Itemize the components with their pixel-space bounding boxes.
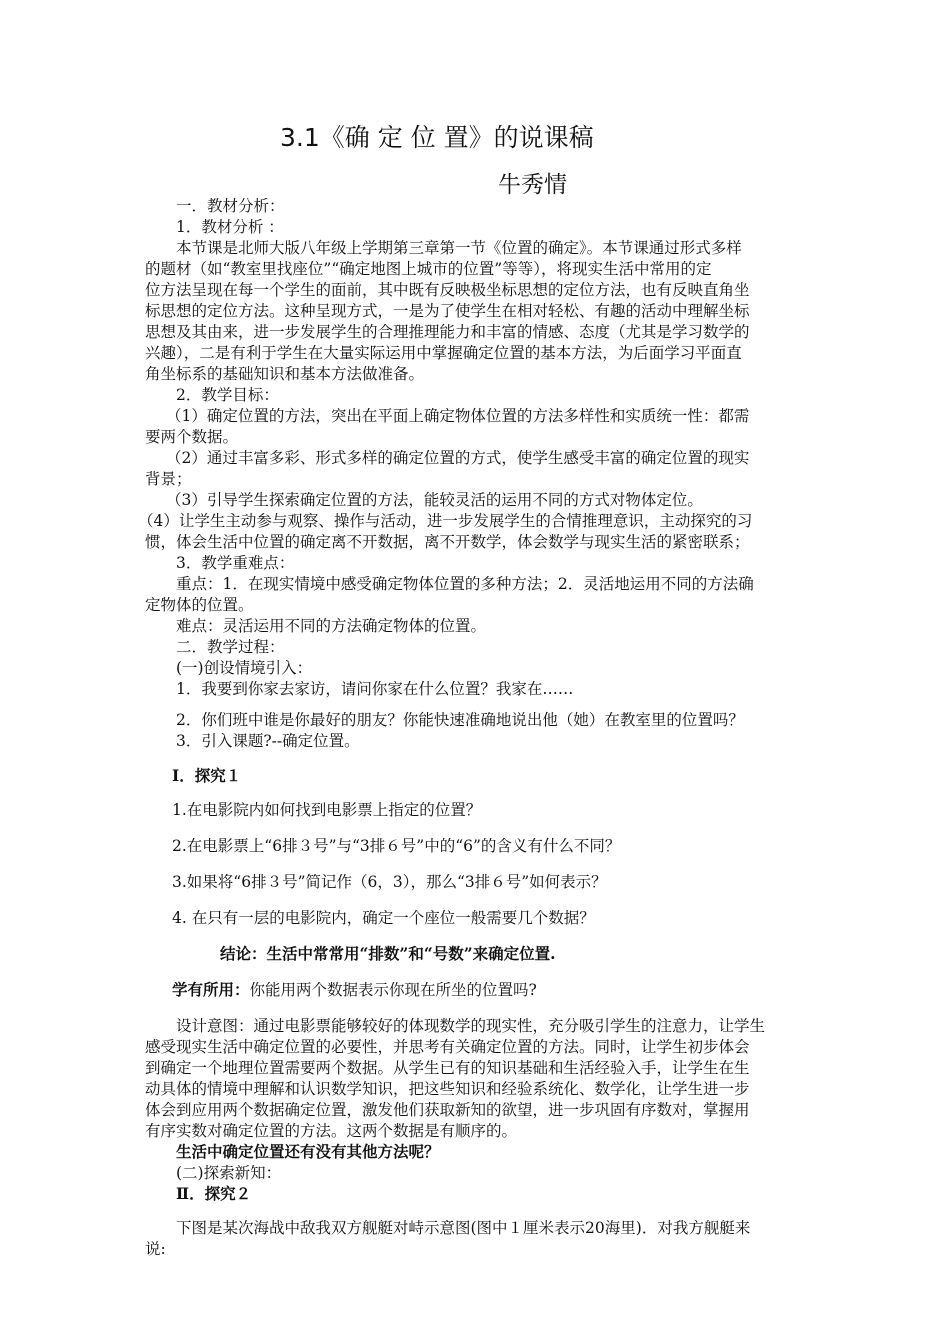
- paragraph-line: 的题材（如“教室里找座位”“确定地图上城市的位置”等等），将现实生活中常用的定: [145, 260, 712, 278]
- paragraph-line: 说:: [145, 1240, 166, 1258]
- paragraph-line: 难点：灵活运用不同的方法确定物体的位置。: [176, 617, 487, 635]
- paragraph-line: 背景；: [145, 470, 192, 488]
- paragraph-line: 设计意图：通过电影票能够较好的体现数学的现实性，充分吸引学生的注意力，让学生: [176, 1017, 766, 1035]
- question-item: 3.如果将“6排３号”简记作（6，3），那么“3排６号”如何表示？: [172, 873, 607, 891]
- paragraph-line: 思想及其由来，进一步发展学生的合理推理能力和丰富的情感、态度（尤其是学习数学的: [145, 323, 750, 341]
- paragraph-line: 重点：1．在现实情境中感受确定物体位置的多种方法；2．灵活地运用不同的方法确: [176, 575, 754, 593]
- paragraph-line: （4）让学生主动参与观察、操作与活动，进一步发展学生的合情推理意识，主动探究的习: [138, 512, 753, 530]
- paragraph-line: （2）通过丰富多彩、形式多样的确定位置的方式，使学生感受丰富的确定位置的现实: [166, 449, 750, 467]
- section-heading: 二．教学过程：: [176, 638, 285, 656]
- paragraph-line: 标思想的定位方法。这种呈现方式，一是为了使学生在相对轻松、有趣的活动中理解坐标: [145, 302, 750, 320]
- bold-question: 生活中确定位置还有没有其他方法呢？: [176, 1142, 440, 1161]
- question-item: 2.在电影票上“6排３号”与“3排６号”中的“6”的含义有什么不同？: [172, 837, 621, 855]
- inquiry-heading: Ⅰ．探究１: [172, 766, 242, 785]
- paragraph-line: 本节课是北师大版八年级上学期第三章第一节《位置的确定》。本节课通过形式多样: [176, 239, 742, 257]
- paragraph-line: 体会到应用两个数据确定位置，激发他们获取新知的欲望，进一步巩固有序数对，掌握用: [145, 1101, 750, 1119]
- subsection-heading: 3．教学重难点：: [176, 554, 295, 572]
- section-heading: 一．教材分析：: [176, 197, 285, 215]
- paragraph-line: 感受现实生活中确定位置的必要性，并思考有关确定位置的方法。同时，让学生初步体会: [145, 1038, 750, 1056]
- paragraph-line: 兴趣），二是有利于学生在大量实际运用中掌握确定位置的基本方法，为后面学习平面直: [145, 344, 742, 362]
- paragraph-line: 到确定一个地理位置需要两个数据。从学生已有的知识基础和生活经验入手，让学生在生: [145, 1059, 750, 1077]
- question-item: 1.在电影院内如何找到电影票上指定的位置？: [172, 801, 482, 819]
- author-name: 牛秀情: [498, 172, 567, 198]
- subsection-heading: (二)探索新知：: [176, 1164, 282, 1182]
- conclusion: 结论：生活中常常用“排数”和“号数”来确定位置.: [220, 944, 556, 963]
- question-item: 4. 在只有一层的电影院内，确定一个座位一般需要几个数据？: [172, 909, 595, 927]
- page-title: 3.1《确 定 位 置》的说课稿: [280, 123, 594, 152]
- list-item: 1．我要到你家去家访，请问你家在什么位置？我家在……: [176, 680, 574, 698]
- paragraph-line: 定物体的位置。: [145, 596, 254, 614]
- paragraph-line: 有序实数对确定位置的方法。这两个数据是有顺序的。: [145, 1122, 518, 1140]
- paragraph-line: 角坐标系的基础知识和基本方法做准备。: [145, 365, 425, 383]
- subsection-heading: (一)创设情境引入：: [176, 659, 313, 677]
- paragraph-line: 动具体的情境中理解和认识数学知识，把这些知识和经验系统化、数学化，让学生进一步: [145, 1080, 750, 1098]
- paragraph-line: （3）引导学生探索确定位置的方法，能较灵活的运用不同的方式对物体定位。: [166, 491, 703, 509]
- paragraph-line: （1）确定位置的方法，突出在平面上确定物体位置的方法多样性和实质统一性：都需: [166, 407, 750, 425]
- subsection-heading: 2．教学目标：: [176, 386, 279, 404]
- apply-label: 学有所用：: [172, 980, 250, 999]
- paragraph-line: 位方法呈现在每一个学生的面前，其中既有反映极坐标思想的定位方法，也有反映直角坐: [145, 281, 750, 299]
- paragraph-line: 下图是某次海战中敌我双方舰艇对峙示意图(图中１厘米表示20海里)．对我方舰艇来: [176, 1219, 751, 1237]
- subsection-heading: 1．教材分析 ：: [176, 218, 284, 236]
- paragraph-line: 惯，体会生活中位置的确定离不开数据，离不开数学，体会数学与现实生活的紧密联系；: [145, 533, 750, 551]
- list-item: 3．引入课题?--确定位置。: [176, 732, 360, 750]
- inquiry-heading: Ⅱ．探究２: [176, 1184, 252, 1203]
- apply-text: 你能用两个数据表示你现在所坐的位置吗?: [249, 981, 537, 999]
- list-item: 2．你们班中谁是你最好的朋友？你能快速准确地说出他（她）在教室里的位置吗？: [176, 711, 744, 729]
- apply-line: [172, 980, 537, 1000]
- paragraph-line: 要两个数据。: [145, 428, 239, 446]
